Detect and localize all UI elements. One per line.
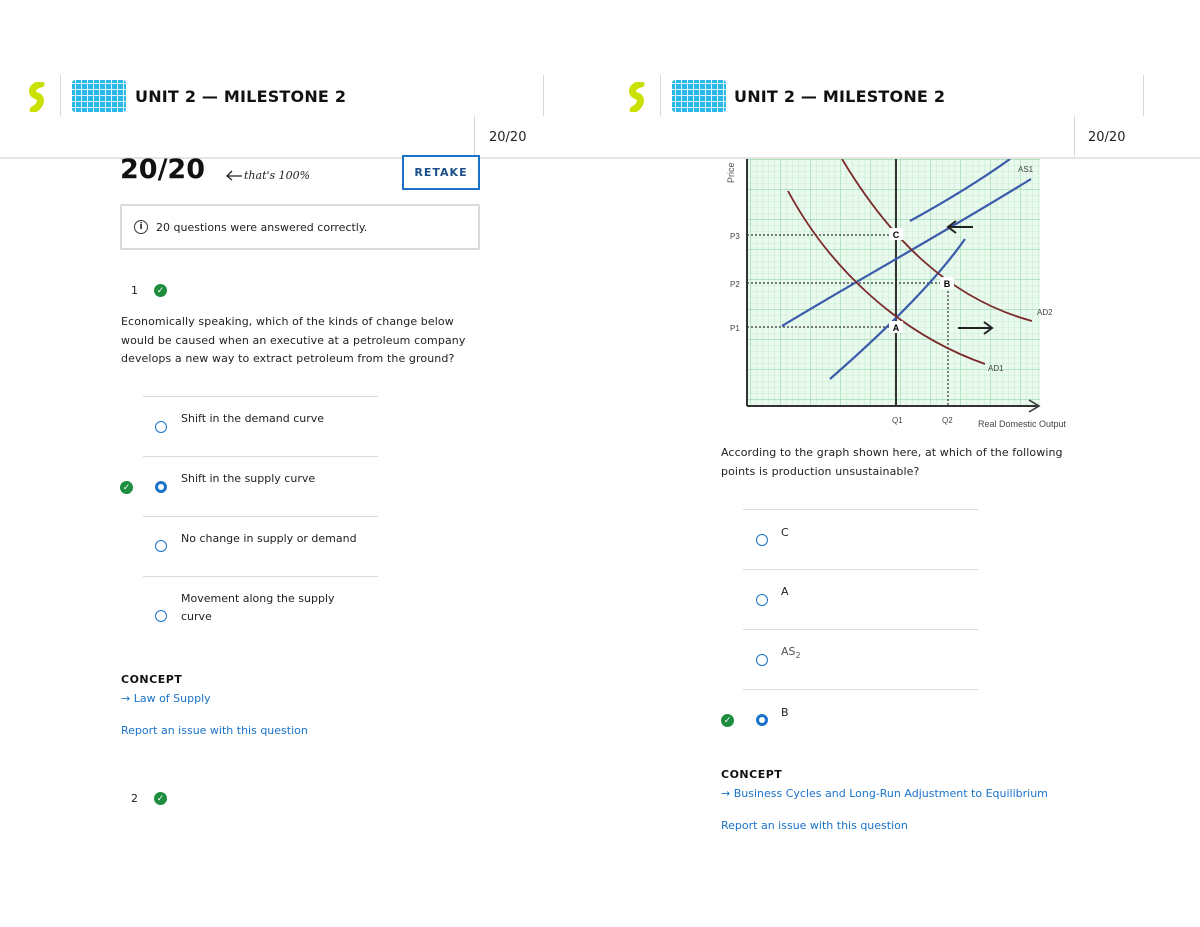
option-divider <box>143 456 378 457</box>
result-info-text: 20 questions were answered correctly. <box>156 220 368 234</box>
y-tick-p2: P2 <box>730 280 740 289</box>
answer-option-label[interactable]: No change in supply or demand <box>181 532 357 545</box>
answer-option-label[interactable]: C <box>781 526 789 539</box>
option-divider <box>743 509 978 510</box>
ad1-label: AD1 <box>988 364 1004 373</box>
answer-option-label[interactable]: A <box>781 585 789 598</box>
retake-button[interactable]: RETAKE <box>402 155 480 190</box>
arrow-left-icon <box>225 168 243 182</box>
answer-radio[interactable] <box>756 594 768 606</box>
score-note: that's 100% <box>244 169 311 182</box>
y-tick-p3: P3 <box>730 232 740 241</box>
option-divider <box>143 396 378 397</box>
page-title: UNIT 2 — MILESTONE 2 <box>734 87 946 106</box>
concept-link[interactable]: → Business Cycles and Long-Run Adjustment to Equilibrium <box>721 787 1048 800</box>
total-score: 20/20 <box>120 154 206 185</box>
option-divider <box>143 516 378 517</box>
header-separator <box>1143 75 1144 116</box>
question-number: 1 <box>131 284 138 297</box>
ad2-label: AD2 <box>1037 308 1053 317</box>
x-axis-label: Real Domestic Output <box>978 419 1067 429</box>
y-axis-label: Price <box>726 162 736 183</box>
report-issue-link[interactable]: Report an issue with this question <box>721 819 908 832</box>
header-separator <box>1074 116 1075 157</box>
point-a-label: A <box>892 323 900 333</box>
as1-label: AS1 <box>1018 165 1034 174</box>
as-ad-graph <box>720 159 1090 434</box>
y-tick-p1: P1 <box>730 324 740 333</box>
answer-option-label[interactable]: B <box>781 706 789 719</box>
option-divider <box>743 569 978 570</box>
correct-check-icon: ✓ <box>154 792 167 805</box>
brand-logo-icon[interactable] <box>627 82 649 112</box>
answer-radio[interactable] <box>756 654 768 666</box>
answer-radio[interactable] <box>756 534 768 546</box>
correct-check-icon: ✓ <box>721 714 734 727</box>
header-separator <box>60 75 61 116</box>
answer-radio-selected[interactable] <box>756 714 768 726</box>
option-divider <box>743 689 978 690</box>
header-score: 20/20 <box>489 130 527 145</box>
point-b-label: B <box>943 279 951 289</box>
header-separator <box>660 75 661 116</box>
header-separator <box>543 75 544 116</box>
correct-check-icon: ✓ <box>120 481 133 494</box>
answer-option-label[interactable]: Shift in the supply curve <box>181 472 316 485</box>
concept-link[interactable]: → Law of Supply <box>121 692 211 705</box>
question-text: Economically speaking, which of the kinds of change below would be caused when an executive at a petroleum company develops a new way to extract petroleum from the ground? <box>121 315 466 365</box>
question-text: According to the graph shown here, at which of the following points is production unsustainable? <box>721 446 1063 478</box>
answer-option-label[interactable]: Shift in the demand curve <box>181 412 325 425</box>
answer-radio[interactable] <box>155 610 167 622</box>
answer-radio[interactable] <box>155 421 167 433</box>
answer-radio[interactable] <box>155 540 167 552</box>
result-info-box <box>120 204 480 250</box>
concept-heading: CONCEPT <box>121 673 183 686</box>
point-c-label: C <box>892 230 900 240</box>
x-tick-q2: Q2 <box>942 416 953 425</box>
answer-option-label[interactable]: $AS_2$ <box>781 645 801 661</box>
header-score: 20/20 <box>1088 130 1126 145</box>
header-separator <box>474 116 475 157</box>
answer-option-label[interactable]: Movement along the supply curve <box>181 592 335 623</box>
brand-logo-icon[interactable] <box>27 82 49 112</box>
correct-check-icon: ✓ <box>154 284 167 297</box>
concept-heading: CONCEPT <box>721 768 783 781</box>
answer-radio-selected[interactable] <box>155 481 167 493</box>
report-issue-link[interactable]: Report an issue with this question <box>121 724 308 737</box>
question-number: 2 <box>131 792 138 805</box>
option-divider <box>143 576 378 577</box>
course-badge-icon <box>72 80 126 112</box>
course-badge-icon <box>672 80 726 112</box>
info-icon: i <box>134 220 148 234</box>
x-tick-q1: Q1 <box>892 416 903 425</box>
page-title: UNIT 2 — MILESTONE 2 <box>135 87 347 106</box>
option-divider <box>743 629 978 630</box>
